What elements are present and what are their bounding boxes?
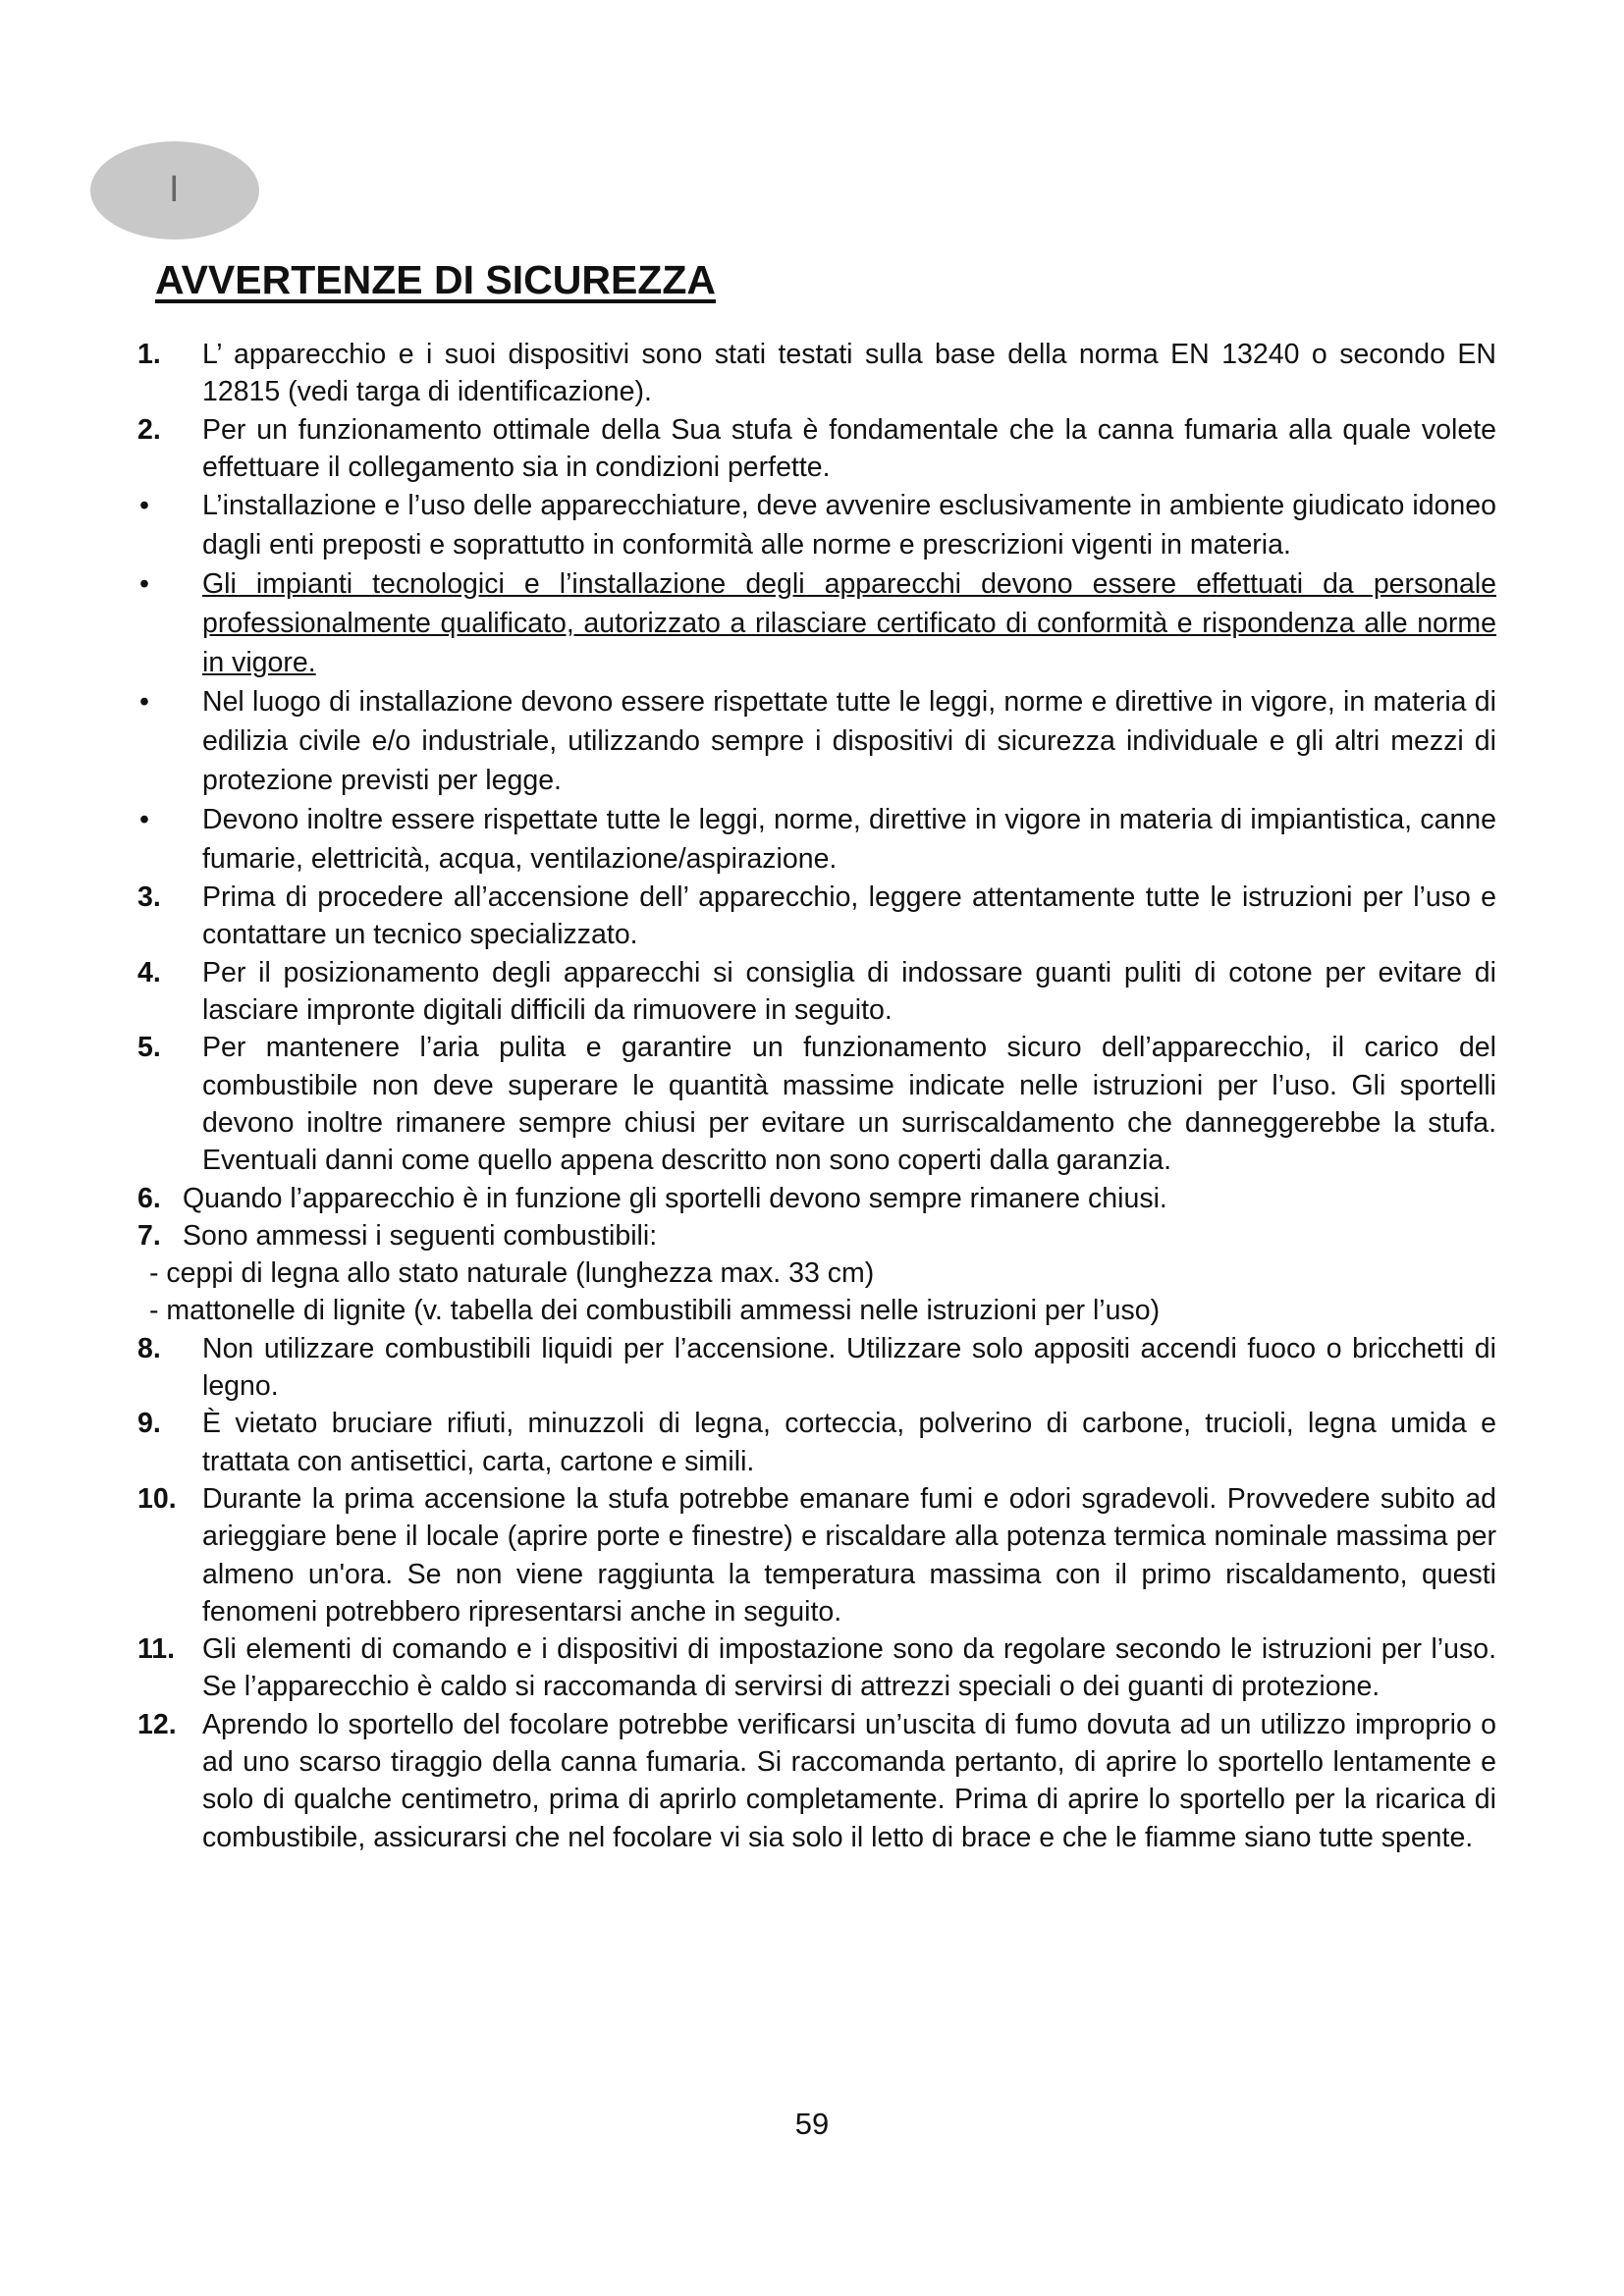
list-item [137,879,1496,954]
item-text: È vietato bruciare rifiuti, minuzzoli di legna, corteccia, polverino di carbone, trucioli, legna umida e trattata con antisettici, carta, cartone e simili. [202,1408,1496,1477]
list-item [137,1180,1496,1217]
item-number: 6. [137,1182,161,1214]
list-item [137,1480,1496,1630]
page-title: AVVERTENZE DI SICUREZZA [155,257,716,302]
item-text: Prima di procedere all’accensione dell’ apparecchio, leggere attentamente tutte le istruzioni per l’uso e contattare un tecnico specializzato. [202,881,1496,951]
list-item [137,682,1496,800]
language-badge [90,141,259,240]
item-number: 8. [137,1332,161,1364]
item-number: 3. [137,881,161,914]
item-text: Gli elementi di comando e i dispositivi di impostazione sono da regolare secondo le istruzioni per l’uso. Se l’apparecchio è caldo si raccomanda di servirsi di attrezzi speciali o dei guanti di protezione. [202,1633,1496,1703]
item-number: 5. [137,1032,161,1064]
list-item [137,1630,1496,1706]
list-item [137,1217,1496,1255]
list-item [137,1029,1496,1179]
bullet-marker: • [139,490,149,522]
list-item [137,411,1496,487]
item-number: 7. [137,1219,161,1252]
page-number: 59 [794,2107,830,2141]
item-text: Nel luogo di installazione devono essere rispettate tutte le leggi, norme e direttive in vigore, in materia di edilizia civile e/o industriale, utilizzando sempre i dispositivi di sicurezza individuale e gli altri mezzi di protezione previsti per legge. [202,686,1496,797]
item-text: Non utilizzare combustibili liquidi per l’accensione. Utilizzare solo appositi accendi fuoco o bricchetti di legno. [202,1332,1496,1403]
item-number: 10. [137,1482,177,1515]
item-text: Durante la prima accensione la stufa potrebbe emanare fumi e odori sgradevoli. Provvedere subito ad arieggiare bene il locale (aprire porte e finestre) e riscaldare alla potenza termica nominale massima per almeno un'ora. Se non viene raggiunta la temperatura massima con il primo riscaldamento, questi fenomeni potrebbero ripresentarsi anche in seguito. [202,1482,1496,1628]
item-text: L’installazione e l’uso delle apparecchiature, deve avvenire esclusivamente in ambiente giudicato idoneo dagli enti preposti e soprattutto in conformità alle norme e prescrizioni vigenti in materia. [202,490,1496,561]
fuel-subitem: - ceppi di legna allo stato naturale (lunghezza max. 33 cm) [149,1257,875,1290]
list-item [137,1330,1496,1406]
bullet-marker: • [139,804,149,836]
item-text: L’ apparecchio e i suoi dispositivi sono stati testati sulla base della norma EN 13240 o secondo EN 12815 (vedi targa di identificazione). [202,339,1496,408]
item-number: 9. [137,1408,161,1440]
item-text-underlined: Gli impianti tecnologici e l’installazione degli apparecchi devono essere effettuati da personale professionalmente qualificato, autorizzato a rilasciare certificato di conformità e rispondenza alle norme in vigore. [202,568,1496,679]
list-item [137,336,1496,411]
item-text: Devono inoltre essere rispettate tutte le leggi, norme, direttive in vigore in materia di impiantistica, canne fumarie, elettricità, acqua, ventilazione/aspirazione. [202,804,1496,876]
item-number: 1. [137,339,161,370]
item-number: 11. [137,1633,176,1666]
list-item [137,486,1496,564]
item-text: Aprendo lo sportello del focolare potrebbe verificarsi un’uscita di fumo dovuta ad un utilizzo improprio o ad uno scarso tiraggio della canna fumaria. Si raccomanda pertanto, di aprire lo sportello lentamente e solo di qualche centimetro, prima di aprirlo completamente. Prima di aprire lo sportello per la ricarica di combustibile, assicurarsi che nel focolare vi sia solo il letto di brace e che le fiamme siano tutte spente. [202,1708,1496,1853]
item-text: Per il posizionamento degli apparecchi si consiglia di indossare guanti puliti di cotone per evitare di lasciare impronte digitali difficili da rimuovere in seguito. [202,956,1496,1027]
item-number: 12. [137,1708,177,1740]
bullet-marker: • [139,568,149,601]
list-item [137,800,1496,879]
list-item [137,954,1496,1030]
list-item [137,564,1496,682]
item-text: Per un funzionamento ottimale della Sua stufa è fondamentale che la canna fumaria alla quale volete effettuare il collegamento sia in condizioni perfette. [202,413,1496,483]
item-text: Sono ammessi i seguenti combustibili: [183,1219,658,1252]
item-number: 4. [137,956,161,988]
bullet-marker: • [139,686,149,719]
item-number: 2. [137,413,161,446]
list-item [137,1706,1496,1856]
item-text: Per mantenere l’aria pulita e garantire un funzionamento sicuro dell’apparecchio, il carico del combustibile non deve superare le quantità massime indicate nelle istruzioni per l’uso. Gli sportelli devono inoltre rimanere sempre chiusi per evitare un surriscaldamento che danneggerebbe la stufa. Eventuali danni come quello appena descritto non sono coperti dalla garanzia. [202,1032,1496,1177]
list-item [137,1405,1496,1480]
safety-warnings-list [137,336,1496,1856]
language-letter: I [169,169,180,210]
item-text: Quando l’apparecchio è in funzione gli sportelli devono sempre rimanere chiusi. [183,1182,1167,1214]
fuel-subitem: - mattonelle di lignite (v. tabella dei combustibili ammessi nelle istruzioni per l’uso) [149,1295,1161,1327]
